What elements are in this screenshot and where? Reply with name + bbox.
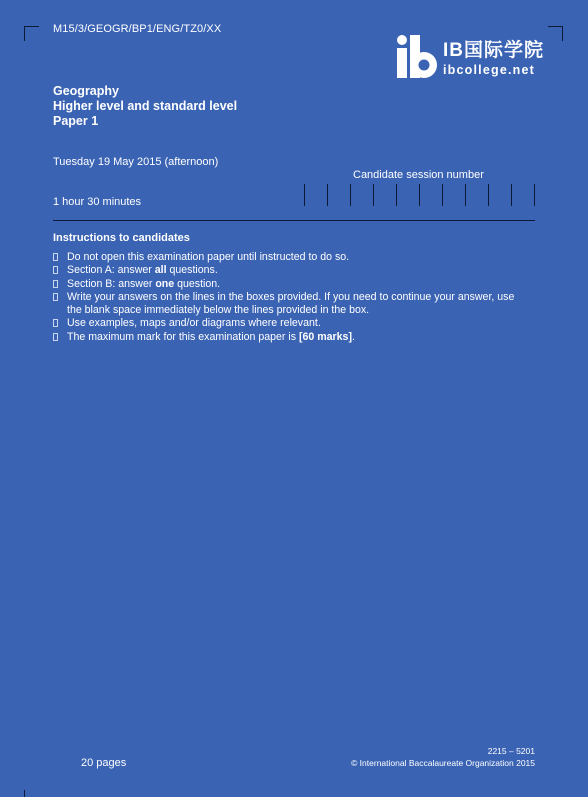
candidate-number-box[interactable] bbox=[350, 184, 373, 206]
bullet-icon bbox=[53, 333, 58, 341]
logo-url: ibcollege.net bbox=[443, 63, 536, 77]
candidate-number-box[interactable] bbox=[304, 184, 327, 206]
bullet-icon bbox=[53, 266, 58, 274]
instruction-item: Use examples, maps and/or diagrams where relevant. bbox=[53, 317, 523, 330]
crop-mark-bottom-left bbox=[24, 790, 26, 797]
ib-logo-icon bbox=[393, 33, 439, 81]
crop-mark-top-left bbox=[24, 26, 39, 41]
level: Higher level and standard level bbox=[53, 99, 238, 113]
exam-date: Tuesday 19 May 2015 (afternoon) bbox=[53, 156, 219, 168]
candidate-number-box[interactable] bbox=[396, 184, 419, 206]
instruction-item: The maximum mark for this examination paper is [60 marks]. bbox=[53, 331, 523, 344]
candidate-session-label: Candidate session number bbox=[353, 169, 484, 181]
candidate-number-box[interactable] bbox=[511, 184, 535, 206]
bullet-icon bbox=[53, 293, 58, 301]
instruction-item: Section B: answer one question. bbox=[53, 278, 523, 291]
candidate-number-box[interactable] bbox=[419, 184, 442, 206]
instructions-list bbox=[53, 251, 523, 344]
crop-mark-top-right bbox=[548, 26, 563, 41]
candidate-number-box[interactable] bbox=[442, 184, 465, 206]
instructions-heading: Instructions to candidates bbox=[53, 232, 190, 244]
paper-code: M15/3/GEOGR/BP1/ENG/TZ0/XX bbox=[53, 23, 222, 35]
logo-chinese-name: IB国际学院 bbox=[443, 40, 545, 61]
candidate-number-box[interactable] bbox=[327, 184, 350, 206]
reference-number: 2215 – 5201 bbox=[487, 746, 535, 756]
candidate-number-box[interactable] bbox=[465, 184, 488, 206]
bullet-icon bbox=[53, 280, 58, 288]
subject: Geography bbox=[53, 84, 119, 98]
instruction-item: Section A: answer all questions. bbox=[53, 264, 523, 277]
copyright: © International Baccalaureate Organization 2015 bbox=[351, 758, 535, 768]
candidate-number-box[interactable] bbox=[488, 184, 511, 206]
candidate-session-number-boxes[interactable] bbox=[304, 184, 535, 206]
footer-reference bbox=[300, 745, 535, 769]
bullet-icon bbox=[53, 253, 58, 261]
candidate-number-box[interactable] bbox=[373, 184, 396, 206]
page-count: 20 pages bbox=[81, 757, 127, 769]
instruction-item: Do not open this examination paper until instructed to do so. bbox=[53, 251, 523, 264]
ib-college-logo bbox=[393, 33, 543, 83]
instruction-item: Write your answers on the lines in the boxes provided. If you need to continue your answer, use the blank space immediately below the lines provided in the box. bbox=[53, 291, 523, 318]
bullet-icon bbox=[53, 319, 58, 327]
exam-duration: 1 hour 30 minutes bbox=[53, 196, 142, 208]
divider bbox=[53, 220, 535, 221]
exam-title bbox=[53, 84, 237, 129]
paper: Paper 1 bbox=[53, 114, 99, 128]
